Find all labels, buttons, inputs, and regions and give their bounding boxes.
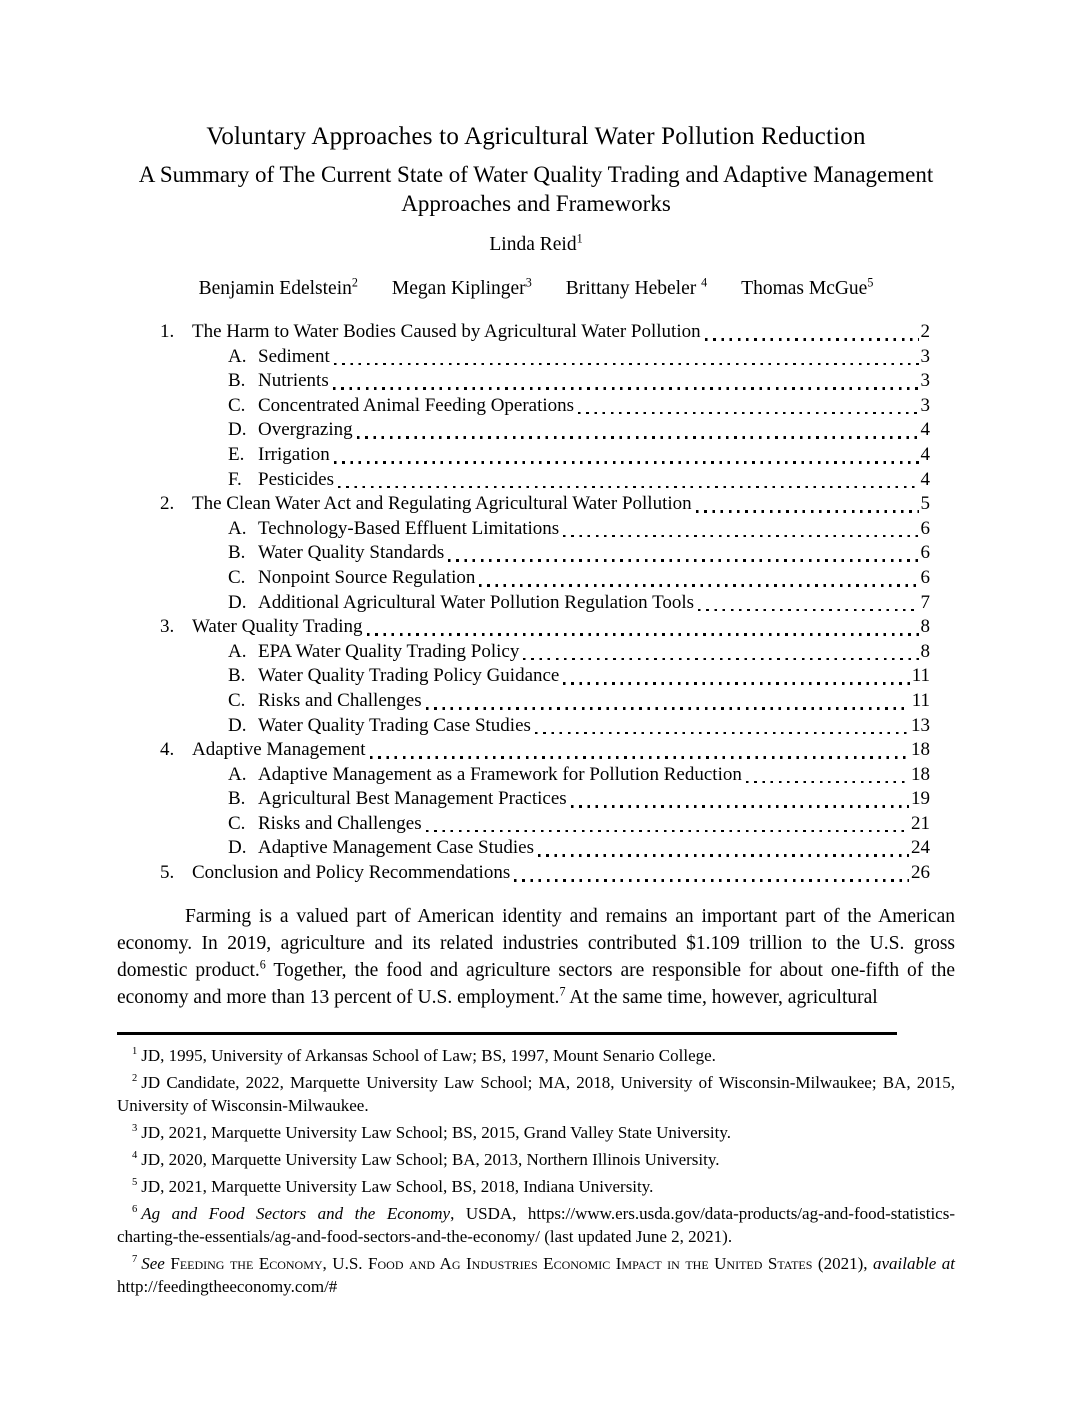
toc-entry-page: 24 <box>911 837 930 859</box>
footnote-ref-6: 6 <box>259 957 266 972</box>
toc-entry <box>117 395 930 420</box>
toc-dot-leader <box>334 461 919 464</box>
footnote-ref-7: 7 <box>559 984 566 999</box>
footnote-item <box>117 1252 955 1298</box>
footnote-text-segment: JD, 2021, Marquette University Law School, BS, 2018, Indiana University. <box>141 1176 654 1196</box>
toc-entry <box>117 715 930 740</box>
toc-entry-label: The Harm to Water Bodies Caused by Agricultural Water Pollution <box>192 321 701 342</box>
toc-entry-number: D. <box>228 837 247 859</box>
toc-entry-number: B. <box>228 788 246 810</box>
toc-entry <box>117 592 930 617</box>
author-footnote-ref: 3 <box>525 275 532 290</box>
toc-entry-page: 4 <box>920 468 930 490</box>
toc-entry-page: 7 <box>920 591 930 613</box>
toc-entry <box>117 837 930 862</box>
body-text-segment: At the same time, however, agricultural <box>565 986 878 1008</box>
footnote-text-segment: JD, 1995, University of Arkansas School of Law; BS, 1997, Mount Senario College. <box>141 1045 716 1065</box>
footnote-marker: 4 <box>132 1150 138 1161</box>
toc-entry <box>117 641 930 666</box>
toc-entry-page: 19 <box>911 788 930 810</box>
toc-entry-label: Adaptive Management Case Studies <box>258 837 534 859</box>
toc-entry-label: Water Quality Standards <box>258 542 445 564</box>
toc-entry-label: EPA Water Quality Trading Policy <box>258 640 520 662</box>
toc-entry-label: Nutrients <box>258 370 329 392</box>
footnote-text-segment: JD Candidate, 2022, Marquette University Law School; MA, 2018, University of Wisconsin-Milwaukee; BA, 2015, University of Wisconsin-Milwaukee. <box>117 1072 955 1115</box>
toc-entry-label: Pesticides <box>258 468 334 490</box>
toc-dot-leader <box>338 486 919 489</box>
toc-entry <box>117 469 930 494</box>
toc-entry-label: Sediment <box>258 345 330 367</box>
toc-entry-page: 18 <box>911 763 930 785</box>
toc-entry-label: Risks and Challenges <box>258 812 422 834</box>
toc-entry-label: Agricultural Best Management Practices <box>258 788 567 810</box>
footnote-marker: 7 <box>132 1254 138 1265</box>
toc-entry-page: 3 <box>920 394 930 416</box>
toc-entry-number: D. <box>228 591 247 613</box>
toc-entry-number: F. <box>228 468 242 490</box>
toc-dot-leader <box>333 387 919 390</box>
toc-entry-page: 5 <box>920 493 930 515</box>
toc-entry-number: 1. <box>160 321 175 342</box>
toc-dot-leader <box>578 412 918 415</box>
toc-entry-label: Concentrated Animal Feeding Operations <box>258 394 575 416</box>
body-text-segment: Together, the food and agriculture sectors are responsible for about one-fifth of the economy and more than 13 percent of U.S. employment. <box>117 959 955 1008</box>
toc-entry-label: Nonpoint Source Regulation <box>258 566 476 588</box>
toc-entry-page: 18 <box>911 739 930 761</box>
footnote-item <box>117 1175 955 1198</box>
toc-entry-label: Overgrazing <box>258 419 353 441</box>
toc-entry <box>117 764 930 789</box>
toc-entry-label: Adaptive Management as a Framework for Pollution Reduction <box>258 763 742 785</box>
author-name: Thomas McGue <box>741 278 868 299</box>
toc-entry-number: A. <box>228 517 247 539</box>
toc-entry-page: 26 <box>911 862 930 884</box>
authors-row <box>117 276 955 301</box>
toc-entry <box>117 419 930 444</box>
toc-dot-leader <box>426 830 909 833</box>
toc-entry <box>117 788 930 813</box>
footnote-text-segment: Feeding the Economy, U.S. Food and Ag Industries Economic Impact in the United States <box>164 1253 813 1273</box>
toc-dot-leader <box>367 633 919 636</box>
toc-entry-number: C. <box>228 689 246 711</box>
toc-entry <box>117 542 930 567</box>
footnote-marker: 3 <box>132 1123 138 1134</box>
author-entry <box>392 276 532 301</box>
toc-dot-leader <box>563 535 918 538</box>
toc-dot-leader <box>448 559 918 562</box>
toc-entry-label: Adaptive Management <box>192 739 366 761</box>
page-subtitle <box>117 160 955 218</box>
footnote-item <box>117 1148 955 1171</box>
footnote-item <box>117 1202 955 1248</box>
toc-dot-leader <box>535 732 909 735</box>
toc-entry <box>117 444 930 469</box>
toc-entry-page: 2 <box>920 321 930 342</box>
toc-entry-number: E. <box>228 443 245 465</box>
footnote-marker: 1 <box>132 1046 138 1057</box>
toc-dot-leader <box>696 510 919 513</box>
footnote-text-segment: (2021), <box>812 1253 874 1273</box>
toc-entry-label: Additional Agricultural Water Pollution Regulation Tools <box>258 591 695 613</box>
toc-dot-leader <box>370 756 909 759</box>
toc-dot-leader <box>479 584 918 587</box>
author-entry <box>199 276 358 301</box>
toc-entry <box>117 813 930 838</box>
toc-entry-label: Irrigation <box>258 443 330 465</box>
toc-entry <box>117 370 930 395</box>
author-name: Benjamin Edelstein <box>198 278 352 299</box>
toc-entry-page: 6 <box>920 542 930 564</box>
toc-entry-page: 4 <box>920 419 930 441</box>
toc-dot-leader <box>538 854 909 857</box>
footnote-item <box>117 1071 955 1117</box>
toc-entry-page: 21 <box>911 812 930 834</box>
footnote-item <box>117 1044 955 1067</box>
toc-entry <box>117 690 930 715</box>
toc-entry-page: 8 <box>920 640 930 662</box>
toc-entry-page: 13 <box>911 714 930 736</box>
toc-entry-page: 11 <box>911 665 930 687</box>
toc-dot-leader <box>334 363 919 366</box>
toc-entry-number: A. <box>228 763 247 785</box>
footnotes-section <box>117 1044 955 1298</box>
toc-entry-number: B. <box>228 370 246 392</box>
footnote-separator <box>117 1032 897 1035</box>
toc-entry <box>117 346 930 371</box>
toc-dot-leader <box>514 879 909 882</box>
toc-entry-page: 4 <box>920 443 930 465</box>
footnote-text-segment: JD, 2021, Marquette University Law School; BS, 2015, Grand Valley State University. <box>141 1122 731 1142</box>
subtitle-line-1: A Summary of The Current State of Water Quality Trading and Adaptive Management <box>138 162 934 187</box>
footnote-text-segment: Ag and Food Sectors and the Economy <box>141 1203 451 1223</box>
toc-entry-number: D. <box>228 419 247 441</box>
footnote-marker: 6 <box>132 1204 138 1215</box>
toc-entry <box>117 321 930 346</box>
footnote-text-segment: , USDA, https://www.ers.usda.gov/data-products/ag-and-food-statistics-charting-the-essentials/ag-and-food-sectors-and-the-economy/ (last updated June 2, 2021). <box>117 1203 955 1246</box>
toc-entry-number: C. <box>228 394 246 416</box>
toc-entry <box>117 665 930 690</box>
subtitle-line-2: Approaches and Frameworks <box>401 191 671 216</box>
table-of-contents <box>117 321 930 887</box>
toc-dot-leader <box>426 707 910 710</box>
toc-entry-number: A. <box>228 345 247 367</box>
author-entry <box>566 276 707 301</box>
toc-dot-leader <box>746 781 909 784</box>
toc-entry <box>117 518 930 543</box>
toc-entry-page: 3 <box>920 345 930 367</box>
toc-entry <box>117 567 930 592</box>
author-footnote-ref: 4 <box>701 275 708 290</box>
toc-entry-number: B. <box>228 665 246 687</box>
page-title: Voluntary Approaches to Agricultural Water Pollution Reduction <box>206 123 866 150</box>
toc-entry-label: Risks and Challenges <box>258 689 422 711</box>
toc-entry <box>117 739 930 764</box>
toc-entry-number: C. <box>228 812 246 834</box>
author-footnote-ref: 2 <box>351 275 358 290</box>
toc-entry-number: 5. <box>160 862 175 884</box>
toc-dot-leader <box>698 609 918 612</box>
toc-entry-number: B. <box>228 542 246 564</box>
toc-entry-page: 8 <box>920 616 930 638</box>
toc-entry-number: 3. <box>160 616 175 638</box>
toc-dot-leader <box>563 682 909 685</box>
author-entry <box>741 276 873 301</box>
toc-entry-label: Water Quality Trading <box>192 616 363 638</box>
toc-entry-label: Water Quality Trading Case Studies <box>258 714 531 736</box>
toc-entry-label: The Clean Water Act and Regulating Agricultural Water Pollution <box>192 493 692 515</box>
toc-entry-number: A. <box>228 640 247 662</box>
toc-entry-page: 11 <box>911 689 930 711</box>
footnote-text-segment: http://feedingtheeconomy.com/# <box>117 1276 338 1296</box>
footnote-text-segment: JD, 2020, Marquette University Law School; BA, 2013, Northern Illinois University. <box>141 1149 720 1169</box>
author-name: Megan Kiplinger <box>391 278 526 299</box>
toc-dot-leader <box>705 338 919 341</box>
toc-entry-page: 6 <box>920 566 930 588</box>
toc-entry-number: 4. <box>160 739 175 761</box>
footnote-item <box>117 1121 955 1144</box>
toc-entry <box>117 862 930 887</box>
footnote-marker: 5 <box>132 1177 138 1188</box>
toc-entry-label: Technology-Based Effluent Limitations <box>258 517 560 539</box>
lead-author <box>117 233 955 257</box>
footnote-text-segment: See <box>141 1253 165 1273</box>
author-name: Brittany Hebeler <box>565 278 702 299</box>
toc-dot-leader <box>523 658 918 661</box>
toc-entry-number: 2. <box>160 493 175 515</box>
toc-entry-label: Conclusion and Policy Recommendations <box>192 862 511 884</box>
toc-entry <box>117 616 930 641</box>
author-footnote-ref: 1 <box>576 231 583 246</box>
body-paragraph <box>117 903 955 1011</box>
footnote-text-segment: available at <box>873 1253 956 1273</box>
toc-entry-number: D. <box>228 714 247 736</box>
body-text-segment: Farming is a valued part of American identity and remains an important part of the American economy. In 2019, agriculture and its related industries contributed $1.109 trillion to the U.S. gross domestic product. <box>117 905 955 981</box>
toc-dot-leader <box>571 805 909 808</box>
toc-entry-page: 6 <box>920 517 930 539</box>
toc-entry-page: 3 <box>920 370 930 392</box>
author-name: Linda Reid <box>489 234 577 255</box>
toc-entry-label: Water Quality Trading Policy Guidance <box>258 665 560 687</box>
toc-entry-number: C. <box>228 566 246 588</box>
toc-dot-leader <box>357 436 919 439</box>
footnote-marker: 2 <box>132 1073 138 1084</box>
toc-entry <box>117 493 930 518</box>
author-footnote-ref: 5 <box>867 275 874 290</box>
